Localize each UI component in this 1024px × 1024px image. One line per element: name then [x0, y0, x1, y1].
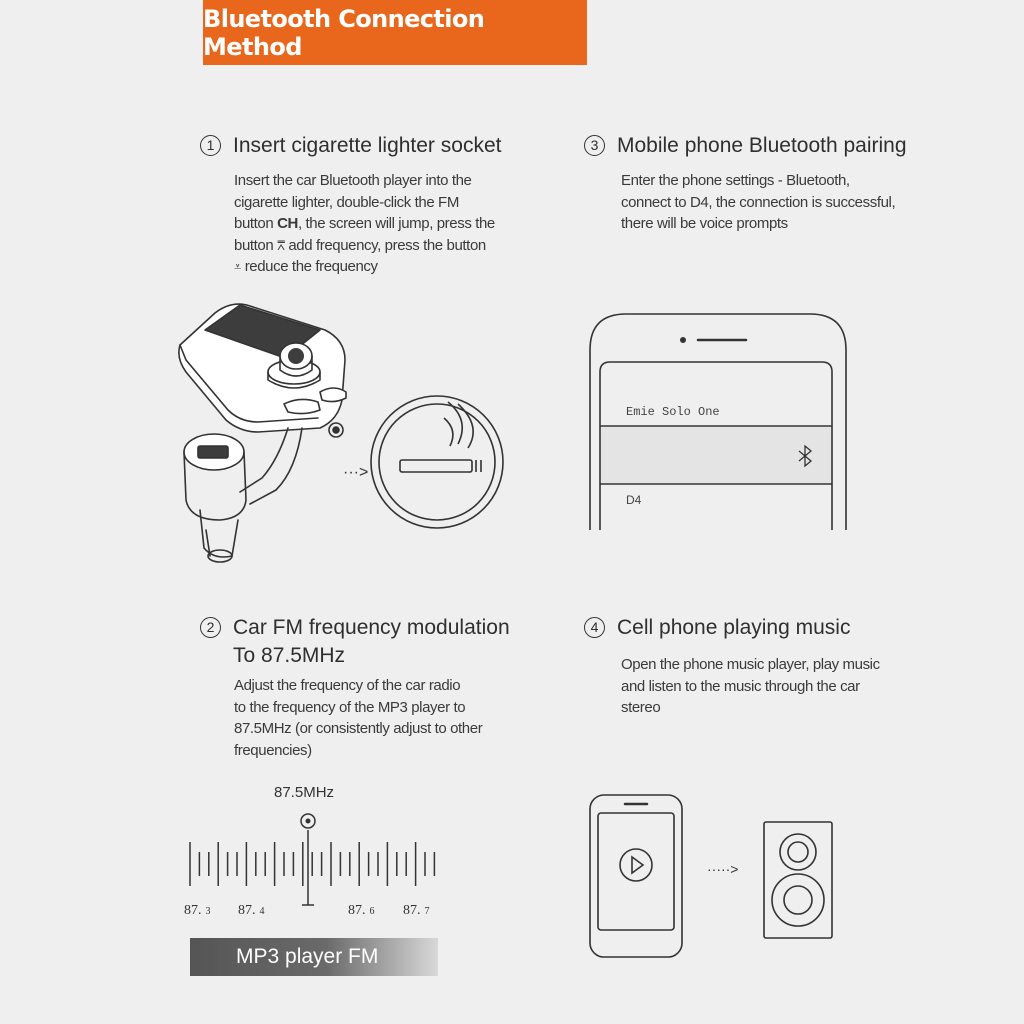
- step-1-desc-line: Insert the car Bluetooth player into the: [234, 172, 472, 189]
- step-4-number: 4: [584, 617, 605, 638]
- arrow-icon: ·····>: [707, 861, 739, 877]
- step-4-desc-line: and listen to the music through the car: [621, 677, 860, 695]
- phone-paired-device[interactable]: D4: [626, 493, 642, 507]
- fm-tick-label-4: 87. 7: [403, 903, 430, 918]
- frequency-up-icon: ⩞: [277, 237, 285, 253]
- ch-button-label: CH: [277, 215, 298, 232]
- fm-tick-label-3: 87. 6: [348, 903, 375, 918]
- step-3-desc-line: connect to D4, the connection is successful,: [621, 193, 896, 211]
- step-2-title-line2: To 87.5MHz: [233, 644, 346, 667]
- step-1-desc-line: button CH, the screen will jump, press the: [234, 215, 495, 232]
- phone-device-name: Emie Solo One: [626, 405, 720, 419]
- step-2-number: 2: [200, 617, 221, 638]
- step-1-desc-line: cigarette lighter, double-click the FM: [234, 193, 459, 211]
- step-2-desc-line: Adjust the frequency of the car radio: [234, 677, 461, 694]
- mp3-player-fm-label: MP3 player FM: [236, 945, 379, 968]
- step-1-desc-line: ⩡ reduce the frequency: [234, 258, 378, 275]
- fm-tick-label-1: 87. 3: [184, 903, 211, 918]
- step-2-desc-line: frequencies): [234, 741, 312, 759]
- step-4-desc-line: stereo: [621, 699, 661, 716]
- svg-text:···>: ···>: [343, 464, 369, 481]
- step-2-desc-line: to the frequency of the MP3 player to: [234, 698, 466, 716]
- step-1-desc-line: button ⩞ add frequency, press the button: [234, 236, 486, 254]
- step-1-title: Insert cigarette lighter socket: [233, 134, 502, 157]
- step-1-number: 1: [200, 135, 221, 156]
- step-3-desc-line: there will be voice prompts: [621, 215, 788, 232]
- fm-tick-label-2: 87. 4: [238, 903, 265, 918]
- step-3-title: Mobile phone Bluetooth pairing: [617, 134, 907, 157]
- frequency-down-icon: ⩡: [234, 259, 241, 274]
- step-3-number: 3: [584, 135, 605, 156]
- step-2-desc-line: 87.5MHz (or consistently adjust to other: [234, 720, 483, 737]
- step-3-desc-line: Enter the phone settings - Bluetooth,: [621, 172, 850, 189]
- step-2-title: Car FM frequency modulation: [233, 616, 510, 639]
- banner-title: Bluetooth Connection Method: [203, 4, 485, 61]
- step-4-desc-line: Open the phone music player, play music: [621, 656, 880, 673]
- fm-frequency-label: 87.5MHz: [274, 784, 335, 801]
- step-4-title: Cell phone playing music: [617, 616, 851, 639]
